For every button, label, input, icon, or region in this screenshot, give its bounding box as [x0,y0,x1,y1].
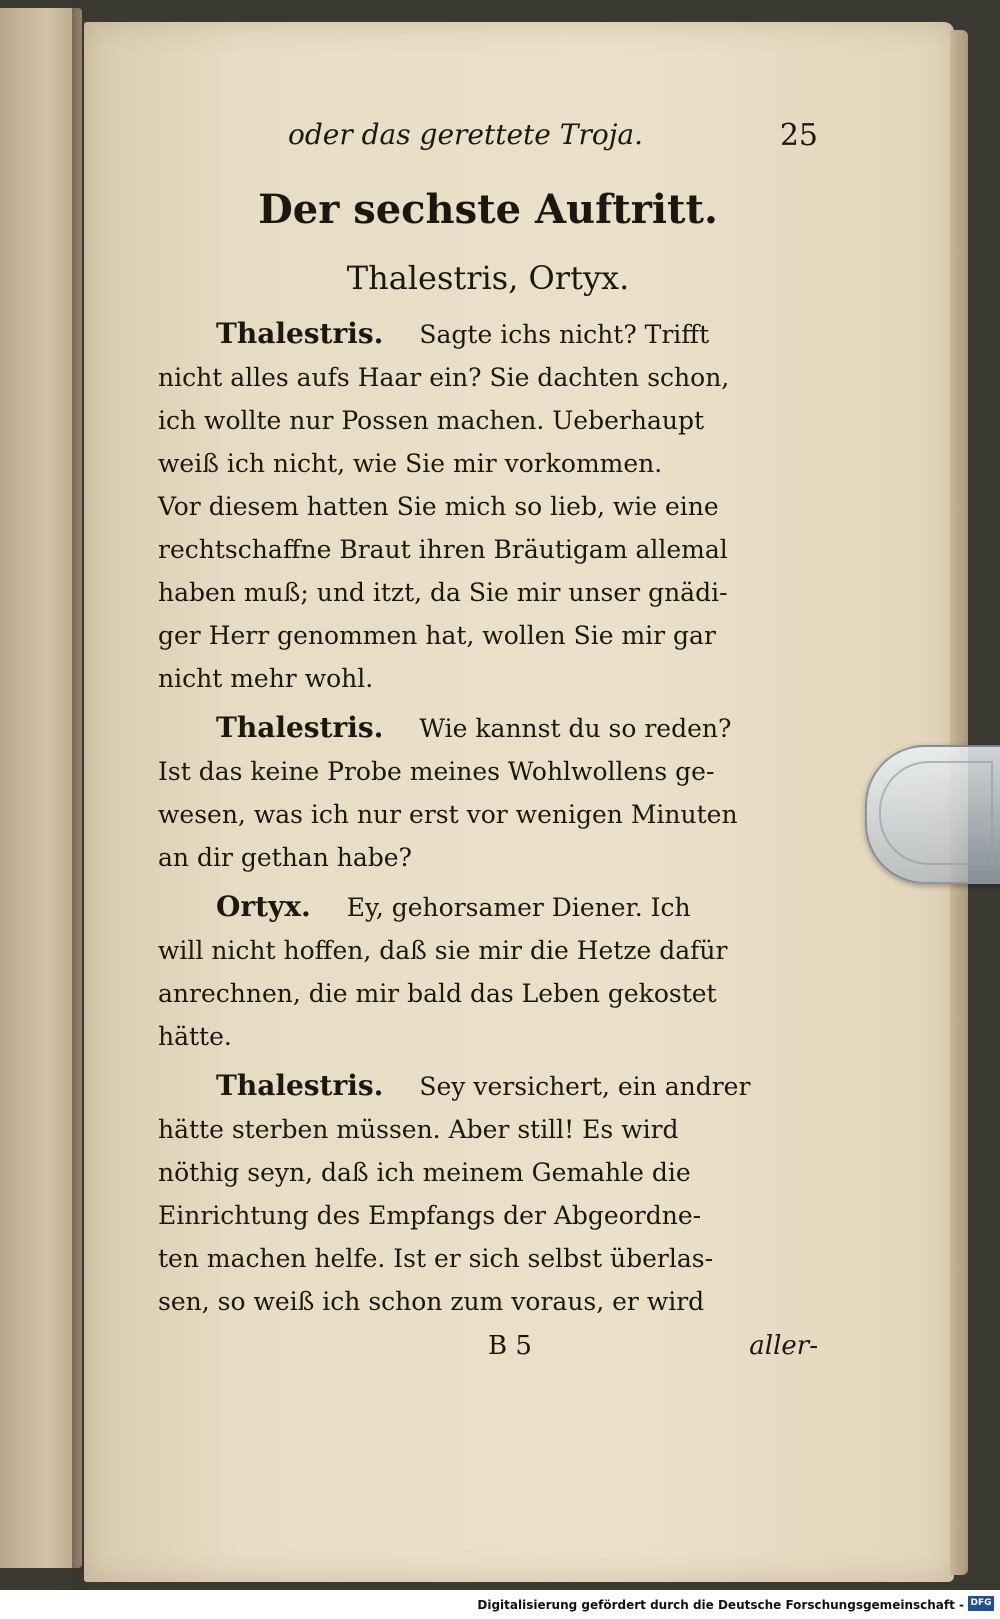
speaker-name: Thalestris. [216,317,384,350]
speech-line: Vor diesem hatten Sie mich so lieb, wie eine [158,492,719,521]
speech-line: Einrichtung des Empfangs der Abgeordne- [158,1201,702,1230]
clip-inner-rim [879,761,993,865]
speech-text: Wie kannst du so reden? [419,714,732,743]
dfg-logo: DFG [968,1596,994,1611]
speech-line: an dir gethan habe? [158,843,412,872]
scene-title: Der sechste Auftritt. [258,186,718,233]
speech-line: weiß ich nicht, wie Sie mir vorkommen. [158,449,663,478]
speech-4 [158,1064,818,1323]
speech-line: Ist das keine Probe meines Wohlwollens ge- [158,757,715,786]
speech-line: ich wollte nur Possen machen. Ueberhaupt [158,406,705,435]
signature-mark: B 5 [488,1331,532,1361]
speech-text: Ey, gehorsamer Diener. Ich [346,893,691,922]
speech-line: anrechnen, die mir bald das Leben gekostet [158,979,717,1008]
page-text [158,110,818,1375]
cast-list: Thalestris, Ortyx. [346,259,630,297]
speech-line: haben muß; und itzt, da Sie mir unser gnädi- [158,578,728,607]
speech-line: ten machen helfe. Ist er sich selbst überlas- [158,1244,714,1273]
speaker-name: Thalestris. [216,711,384,744]
running-head [158,110,818,160]
speaker-name: Thalestris. [216,1069,384,1102]
running-title: oder das gerettete Troja. [288,118,643,151]
left-page-edge [0,8,82,1568]
speech-line: sen, so weiß ich schon zum voraus, er wird [158,1287,705,1316]
speech-text: Sey versichert, ein andrer [419,1072,751,1101]
speech-text: Sagte ichs nicht? Trifft [419,320,710,349]
speech-2 [158,706,818,879]
speech-3 [158,885,818,1058]
catchword: aller- [749,1331,818,1361]
speaker-name: Ortyx. [216,890,311,923]
speech-line: nicht alles aufs Haar ein? Sie dachten schon, [158,363,730,392]
digitization-credit [0,1590,1000,1619]
speech-line: hätte. [158,1022,232,1051]
speech-line: will nicht hoffen, daß sie mir die Hetze dafür [158,936,728,965]
page-number: 25 [779,118,818,153]
speech-first-line [158,312,818,356]
page-holder-clip [865,745,1000,884]
speech-line: nöthig seyn, daß ich meinem Gemahle die [158,1158,691,1187]
speech-first-line [158,706,818,750]
speech-line: hätte sterben müssen. Aber still! Es wird [158,1115,679,1144]
speech-line: rechtschaffne Braut ihren Bräutigam allemal [158,535,728,564]
speech-1 [158,312,818,700]
credit-text: Digitalisierung gefördert durch die Deutsche Forschungsgemeinschaft - [477,1598,964,1612]
speech-first-line [158,885,818,929]
page-footer [158,1325,818,1375]
speech-line: nicht mehr wohl. [158,664,374,693]
speech-first-line [158,1064,818,1108]
speech-line: wesen, was ich nur erst vor wenigen Minuten [158,800,738,829]
speech-line: ger Herr genommen hat, wollen Sie mir gar [158,621,716,650]
